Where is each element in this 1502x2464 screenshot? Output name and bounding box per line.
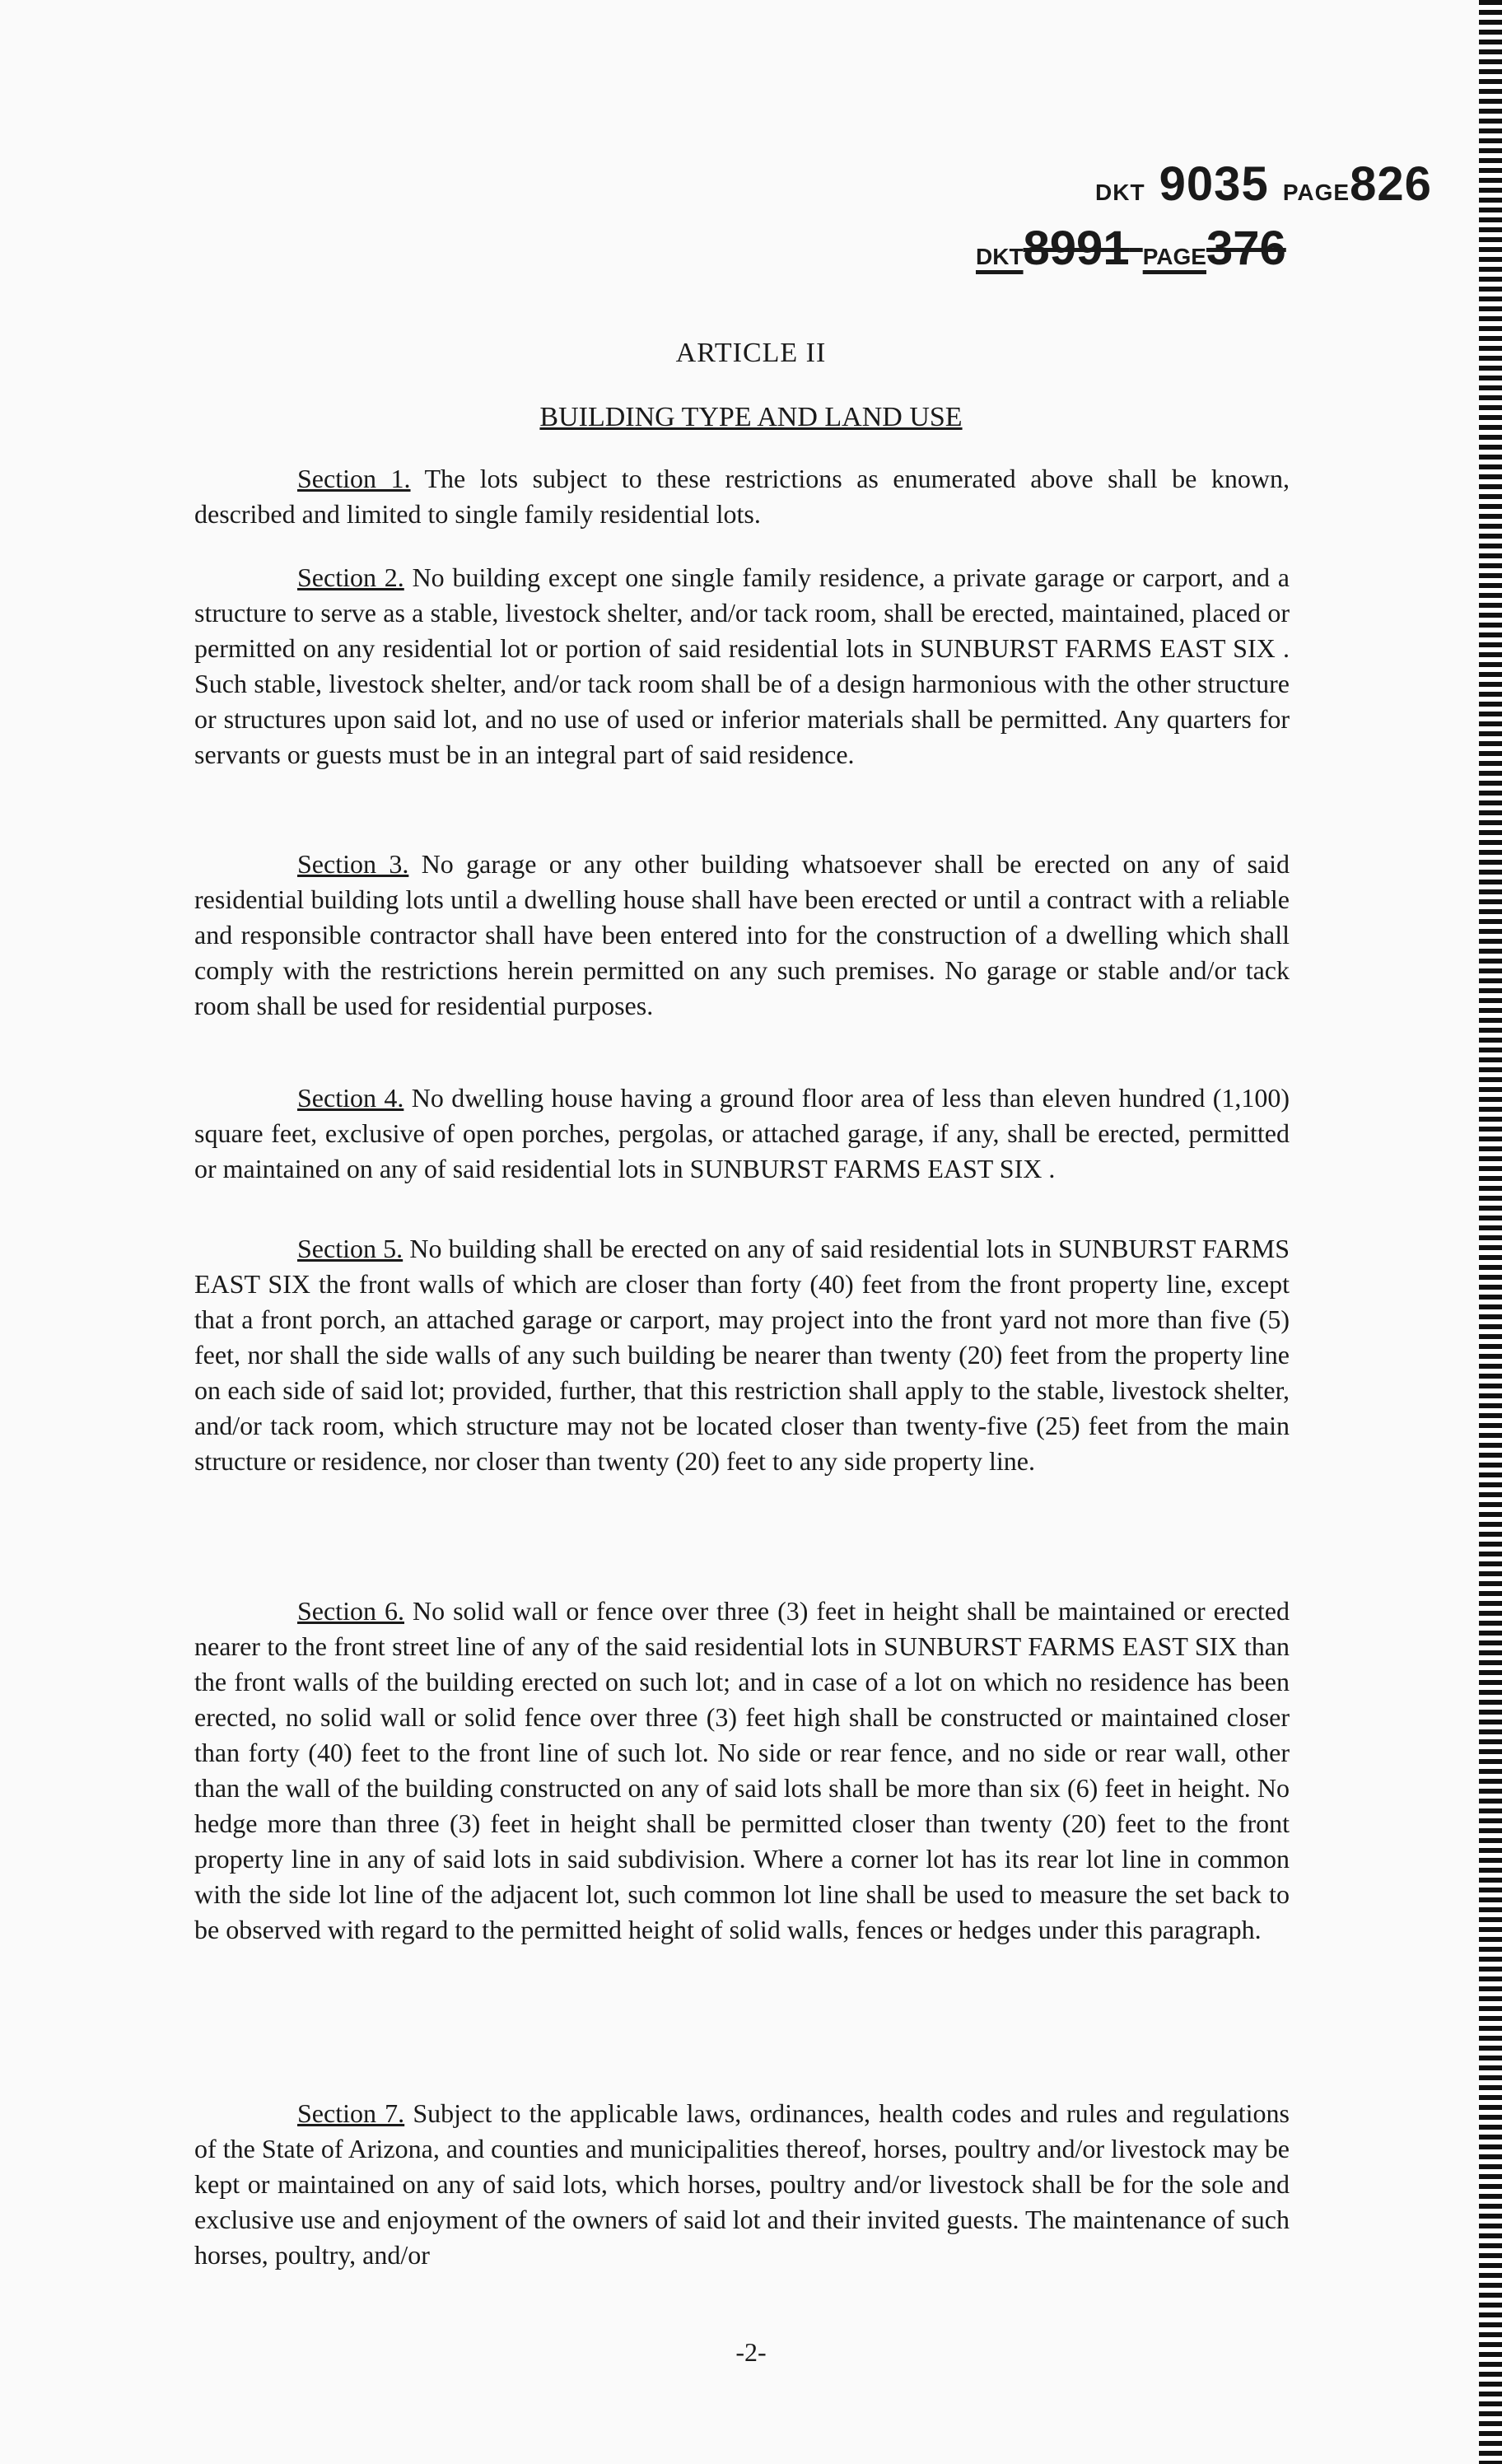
section-heading: Section 1. (297, 464, 411, 493)
section-heading: Section 7. (297, 2098, 405, 2128)
section-heading: Section 3. (297, 849, 409, 879)
section-text: Subject to the applicable laws, ordinances, health codes and rules and regulations of the State of Arizona, and counties and municipalities thereof, horses, poultry and/or livestock may be kept or maintained on any of said lots, which horses, poultry and/or livestock shall be for the sole and exclusive use and enjoyment of the owners of said lot and their invited guests. The maintenance of such horses, poultry, and/or (194, 2098, 1290, 2270)
page-number: -2- (735, 2337, 767, 2367)
section-heading: Section 4. (297, 1083, 404, 1113)
article-subtitle-wrap (0, 402, 1502, 433)
section-heading: Section 6. (297, 1596, 404, 1626)
section-4 (194, 1080, 1290, 1187)
section-heading: Section 2. (297, 562, 404, 592)
docket-stamp-struck (976, 221, 1286, 276)
section-text: No building shall be erected on any of said residential lots in SUNBURST FARMS EAST SIX the front walls of which are closer than forty (40) feet from the front property line, except that a front porch, an attached garage or carport, may project into the front yard not more than five (5) feet, nor shall the side walls of any such building be nearer than twenty (20) feet from the property line on each side of said lot; provided, further, that this restriction shall apply to the stable, livestock shelter, and/or tack room, which structure may not be located closer than twenty-five (25) feet from the main structure or residence, nor closer than twenty (20) feet to any side property line. (194, 1234, 1290, 1476)
docket-number: 9035 (1159, 157, 1269, 211)
section-text: No dwelling house having a ground floor area of less than eleven hundred (1,100) square feet, exclusive of open porches, pergolas, or attached garage, if any, shall be erected, permitted or maintained on any of said residential lots in SUNBURST FARMS EAST SIX . (194, 1083, 1290, 1183)
docket-label: DKT (1095, 180, 1145, 205)
section-5 (194, 1231, 1290, 1479)
section-6 (194, 1594, 1290, 1948)
docket-stamp-current (1095, 156, 1432, 212)
section-heading: Section 5. (297, 1234, 403, 1263)
docket-label: DKT (976, 244, 1024, 269)
section-text: No solid wall or fence over three (3) feet in height shall be maintained or erected nearer to the front street line of any of the said residential lots in SUNBURST FARMS EAST SIX than the front walls of the building erected on such lot; and in case of a lot on which no residence has been erected, no solid wall or solid fence over three (3) feet high shall be constructed or maintained closer than forty (40) feet to the front line of such lot. No side or rear fence, and no side or rear wall, other than the wall of the building constructed on any of said lots shall be more than six (6) feet in height. No hedge more than three (3) feet in height shall be permitted closer than twenty (20) feet to the front property line in any of said lots in said subdivision. Where a corner lot has its rear lot line in common with the side lot line of the adjacent lot, such common lot line shall be used to measure the set back to be observed with regard to the permitted height of solid walls, fences or hedges under this paragraph. (194, 1596, 1290, 1944)
docket-page: 376 (1206, 222, 1286, 275)
article-subtitle: BUILDING TYPE AND LAND USE (539, 402, 963, 432)
docket-number: 8991 (1023, 222, 1130, 275)
section-text: No garage or any other building whatsoever shall be erected on any of said residential building lots until a dwelling house shall have been erected or until a contract with a reliable and responsible contractor shall have been entered into for the construction of a dwelling which shall comply with the restrictions herein permitted on any such premises. No garage or stable and/or tack room shall be used for residential purposes. (194, 849, 1290, 1020)
section-text: No building except one single family residence, a private garage or carport, and a structure to serve as a stable, livestock shelter, and/or tack room, shall be erected, maintained, placed or permitted on any residential lot or portion of said residential lots in SUNBURST FARMS EAST SIX . Such stable, livestock shelter, and/or tack room shall be of a design harmonious with the other structure or structures upon said lot, and no use of used or inferior materials shall be permitted. Any quarters for servants or guests must be in an integral part of said residence. (194, 562, 1290, 769)
section-3 (194, 847, 1290, 1024)
docket-page-label: PAGE (1282, 180, 1350, 205)
docket-page: 826 (1350, 157, 1432, 211)
article-title: ARTICLE II (675, 338, 827, 368)
scan-edge (1479, 0, 1502, 2464)
section-2 (194, 560, 1290, 772)
section-7 (194, 2096, 1290, 2273)
docket-page-label: PAGE (1142, 244, 1206, 269)
section-1 (194, 461, 1290, 532)
section-text: The lots subject to these restrictions as enumerated above shall be known, described and limited to single family residential lots. (194, 464, 1290, 529)
